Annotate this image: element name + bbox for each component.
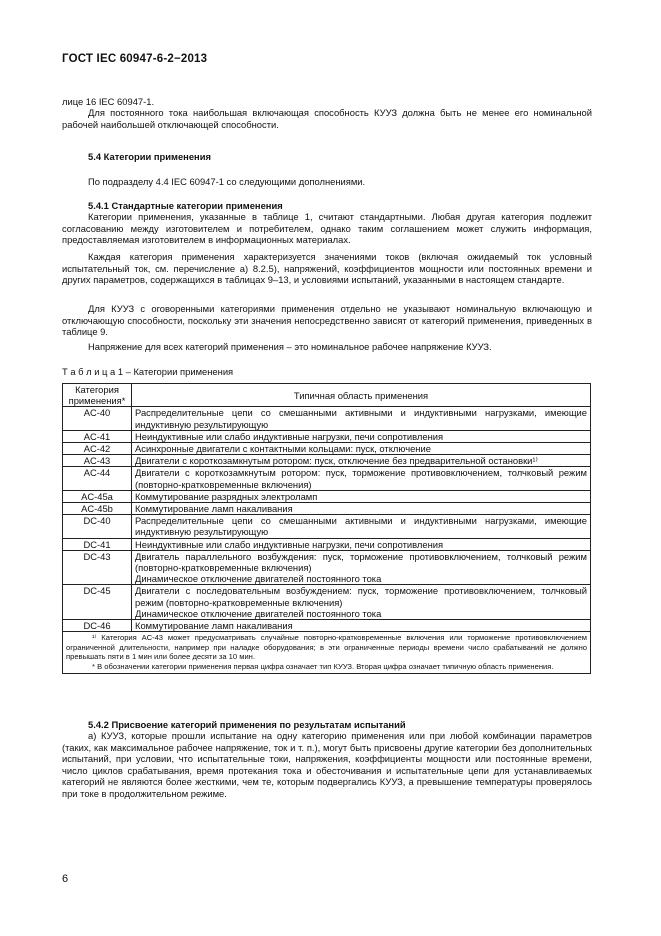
application-description xyxy=(132,550,591,585)
col-header-application: Типичная область применения xyxy=(132,384,591,407)
category-code: AC-45a xyxy=(63,490,132,502)
document-header: ГОСТ IEC 60947-6-2−2013 xyxy=(62,53,208,65)
table-row xyxy=(63,515,591,538)
description-line: Распределительные цепи со смешанными активными и индуктивными нагрузками, имеющие индуктивную результирующую xyxy=(135,515,587,538)
category-code: DC-41 xyxy=(63,538,132,550)
table-body xyxy=(63,407,591,632)
application-description xyxy=(132,585,591,620)
table-row xyxy=(63,620,591,632)
footnote-1: ¹⁾ Категория АС-43 может предусматривать случайные повторно-кратковременные включения или торможение противовключением ограниченной длительности, например при наладке оборудования; в эти ограниченные периоды времени число срабатываний не должно превышать пяти в 1 мин или более десяти за 10 мин. xyxy=(66,633,587,662)
description-line: Коммутирование разрядных электроламп xyxy=(135,490,318,502)
intro-paragraph: Для постоянного тока наибольшая включающая способность КУУЗ должна быть не менее его номинальной рабочей наибольшей отключающей способности. xyxy=(62,107,592,130)
application-description xyxy=(132,443,591,455)
category-code: AC-45b xyxy=(63,503,132,515)
category-code: AC-43 xyxy=(63,455,132,467)
application-description xyxy=(132,430,591,442)
footnote-row xyxy=(63,632,591,673)
table-caption: Т а б л и ц а 1 – Категории применения xyxy=(62,366,234,377)
application-description xyxy=(132,407,591,430)
table-footnotes xyxy=(63,632,591,673)
table-row xyxy=(63,503,591,515)
description-line: Распределительные цепи со смешанными активными и индуктивными нагрузками, имеющие индуктивную результирующую xyxy=(135,407,587,430)
section-5-4-1-para-4: Напряжение для всех категорий применения – это номинальное рабочее напряжение КУУЗ. xyxy=(88,341,492,352)
section-5-4-1-para-2: Каждая категория применения характеризуется значениями токов (включая ожидаемый ток условный испытательный ток, см. перечисление а) 8.2.5), напряжений, коэффициентов мощности или постоянных времени и других параметров, содержащихся в таблицах 9–13, и условиями испытаний, указанными в настоящем стандарте. xyxy=(62,251,592,286)
table-row xyxy=(63,443,591,455)
table-row xyxy=(63,550,591,585)
section-5-4-1-para-3: Для КУУЗ с оговоренными категориями применения отдельно не указывают номинальную включающую и отключающую способности, поскольку эти значения непосредственно зависят от категорий применения, приведенных в таблице 9. xyxy=(62,303,592,338)
page-number: 6 xyxy=(62,873,69,885)
description-line: Асинхронные двигатели с контактными кольцами: пуск, отключение xyxy=(135,443,431,455)
category-code: AC-40 xyxy=(63,407,132,430)
category-code: DC-45 xyxy=(63,585,132,620)
application-description xyxy=(132,538,591,550)
application-description xyxy=(132,455,591,467)
description-line: Двигатели с последовательным возбуждением: пуск, торможение противовключением, толчковый режим (повторно-кратковременные включения) xyxy=(135,585,587,608)
table-row xyxy=(63,490,591,502)
description-line: Двигатель параллельного возбуждения: пуск, торможение противовключением, толчковый режим (повторно-кратковременные включения) xyxy=(135,550,587,574)
application-description xyxy=(132,515,591,538)
category-code: AC-41 xyxy=(63,430,132,442)
table-row xyxy=(63,538,591,550)
section-5-4-2-heading: 5.4.2 Присвоение категорий применения по результатам испытаний xyxy=(88,719,406,730)
category-code: DC-46 xyxy=(63,620,132,632)
table-row xyxy=(63,407,591,430)
category-code: DC-43 xyxy=(63,550,132,585)
table-row xyxy=(63,430,591,442)
section-5-4-1-heading: 5.4.1 Стандартные категории применения xyxy=(88,200,283,211)
section-5-4-text: По подразделу 4.4 IEC 60947-1 со следующими дополнениями. xyxy=(88,176,366,187)
table-row xyxy=(63,585,591,620)
description-line: Коммутирование ламп накаливания xyxy=(135,503,293,515)
intro-line: лице 16 IEC 60947-1. xyxy=(62,96,155,107)
table-row xyxy=(63,467,591,490)
footnote-2: * В обозначении категории применения первая цифра означает тип КУУЗ. Вторая цифра означает типичную область применения. xyxy=(92,662,554,672)
category-code: AC-44 xyxy=(63,467,132,490)
description-line: Коммутирование ламп накаливания xyxy=(135,620,293,632)
application-description xyxy=(132,490,591,502)
description-line: Неиндуктивные или слабо индуктивные нагрузки, печи сопротивления xyxy=(135,538,444,550)
table-header-row xyxy=(63,384,591,407)
description-line: Неиндуктивные или слабо индуктивные нагрузки, печи сопротивления xyxy=(135,430,444,442)
description-line: Двигатели с короткозамкнутым ротором: пуск, отключение без предварительной остановки¹⁾ xyxy=(135,455,538,467)
section-5-4-heading: 5.4 Категории применения xyxy=(88,151,211,162)
table-row xyxy=(63,455,591,467)
category-code: DC-40 xyxy=(63,515,132,538)
application-description xyxy=(132,503,591,515)
description-line: Двигатели с короткозамкнутым ротором: пуск, торможение противовключением, толчковый режим (повторно-кратковременные включения) xyxy=(135,467,587,490)
categories-table xyxy=(62,383,591,674)
col-header-category: Категория применения* xyxy=(63,384,132,407)
application-description xyxy=(132,620,591,632)
description-line: Динамическое отключение двигателей постоянного тока xyxy=(135,607,382,619)
section-5-4-1-para-1: Категории применения, указанные в таблице 1, считают стандартными. Любая другая категория подлежит согласованию между изготовителем и потребителем, однако таким соглашением может служить информация, предоставляемая изготовителем в информационных материалах. xyxy=(62,211,592,246)
section-5-4-2-para-1: а) КУУЗ, которые прошли испытание на одну категорию применения или при любой комбинации параметров (таких, как максимальное рабочее напряжение, ток и т. п.), могут быть присвоены другие категории без дополнительных испытаний, при условии, что испытательные токи, напряжения, коэффициенты мощности или постоянные времени, число циклов срабатывания, время протекания тока и обесточивания и испытательные цепи для устанавливаемых категорий не являются более жесткими, чем те, которым подвергались КУУЗ, а превышение температуры проверялось при токе в продолжительном режиме. xyxy=(62,730,592,799)
category-code: AC-42 xyxy=(63,443,132,455)
application-description xyxy=(132,467,591,490)
description-line: Динамическое отключение двигателей постоянного тока xyxy=(135,573,382,585)
